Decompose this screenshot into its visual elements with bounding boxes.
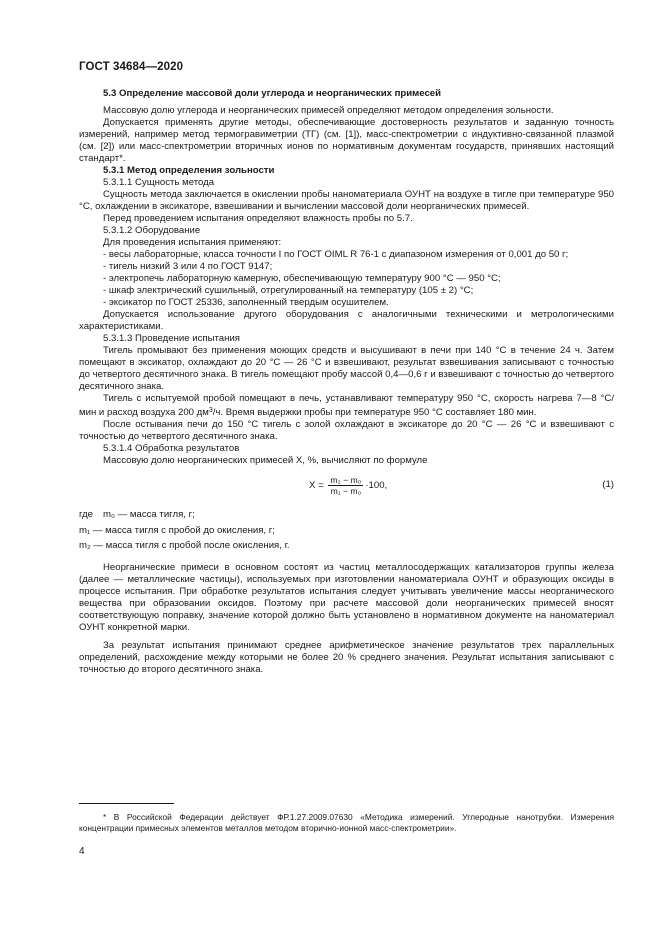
where-label: где — [79, 509, 94, 520]
page-number: 4 — [79, 846, 85, 857]
standard-code-header: ГОСТ 34684—2020 — [79, 61, 184, 73]
paragraph: Неорганические примеси в основном состоят из частиц металлосодержащих катализаторов группы железа (далее — металлические частицы), используемых при изготовлении наноматериала ОУНТ и образующих оксиды в процессе испытания. При обработке результатов испытания следует учитывать увеличение массы неорганического вещества при образовании оксидов. Поэтому при расчете массовой доли неорганических примесей вносят соответствующую поправку, значение которой должно быть установлено в нормативном документе на наноматериал ОУНТ конкретной марки. — [79, 561, 614, 633]
legend-text: m₀ — масса тигля, г; — [103, 509, 195, 520]
formula-numerator: m₂ − m₀ — [330, 475, 362, 485]
formula-fraction — [328, 475, 363, 496]
paragraph: Сущность метода заключается в окислении пробы наноматериала ОУНТ на воздухе в тигле при температуре 950 °С, охлаждении в эксикаторе, взвешивании и вычислении массовой доли неорганических примесей. — [79, 189, 614, 212]
legend-item: m₁ — масса тигля с пробой до окисления, г; — [79, 524, 275, 536]
section-5-3-heading: 5.3 Определение массовой доли углерода и неорганических примесей — [103, 88, 442, 99]
document-body — [79, 88, 614, 676]
footnote: * В Российской Федерации действует ФР.1.27.2009.07630 «Методика измерений. Углеродные нанотрубки. Измерения концентрации примесных элементов металлов методом вторично-ионной масс-спектрометрии». — [79, 812, 614, 833]
paragraph-text: Тигель с испытуемой пробой помещают в печь, устанавливают температуру 950 °С, скорость нагрева 7—8 °С/мин и расход воздуха 200 дм — [79, 393, 614, 418]
formula-lhs: X = — [309, 480, 324, 492]
paragraph: Для проведения испытания применяют: — [103, 237, 282, 248]
subsection-title: 5.3.1.3 Проведение испытания — [103, 333, 240, 344]
paragraph: Допускается использование другого оборудования с аналогичными техническими и метрологическими характеристиками. — [79, 309, 614, 332]
list-item: - электропечь лабораторную камерную, обеспечивающую температуру 900 °С — 950 °С; — [103, 273, 501, 284]
superscript: 3 — [208, 407, 213, 414]
paragraph: Массовую долю неорганических примесей X, %, вычисляют по формуле — [103, 455, 428, 466]
formula-number: (1) — [602, 479, 614, 490]
paragraph: Перед проведением испытания определяют влажность пробы по 5.7. — [103, 213, 413, 224]
legend-item: m₂ — масса тигля с пробой после окисления, г. — [79, 540, 290, 551]
list-item: - шкаф электрический сушильный, отрегулированный на температуру (105 ± 2) °С; — [103, 285, 474, 296]
paragraph: Тигель промывают без применения моющих средств и высушивают в печи при 140 °С в течение 24 ч. Затем помещают в эксикатор, охлаждают до 20 °С — 26 °С и взвешивают, результат взвешивания записывают с точностью до четвертого десятичного знака. В тигель помещают пробу массой 0,4—0,6 г и взвешивают с точностью до четвертого десятичного знака. — [79, 345, 614, 392]
formula-rhs: ·100, — [365, 480, 388, 492]
equipment-list — [79, 249, 614, 309]
paragraph: За результат испытания принимают среднее арифметическое значение результатов трех параллельных определений, расхождение между которыми не более 20 % среднего значения. Результат испытания записывают с точностью до второго десятичного знака. — [79, 639, 614, 675]
legend-item — [79, 507, 614, 523]
subsection-title: 5.3.1.1 Сущность метода — [103, 177, 215, 188]
paragraph: Допускается применять другие методы, обеспечивающие достоверность результатов и заданную точность измерений, например метод термогравиметрии (ТГ) (см. [1]), масс-спектрометрии с индуктивно-связанной плазмой (см. [2]) или масс-спектрометрии вторичных ионов по нормативным документам государств, принявших настоящий стандарт*. — [79, 117, 614, 164]
section-5-3-1-heading: 5.3.1 Метод определения зольности — [103, 165, 275, 176]
formula-1 — [79, 473, 614, 497]
formula-legend — [79, 507, 614, 554]
paragraph: Массовую долю углерода и неорганических примесей определяют методом определения зольности. — [103, 105, 554, 116]
formula-expression — [309, 475, 387, 496]
formula-denominator: m₁ − m₀ — [330, 486, 362, 496]
paragraph — [79, 393, 614, 419]
footnote-separator — [79, 803, 174, 804]
list-item: - тигель низкий 3 или 4 по ГОСТ 9147; — [103, 261, 273, 272]
subsection-title: 5.3.1.4 Обработка результатов — [103, 443, 240, 454]
list-item: - эксикатор по ГОСТ 25336, заполненный твердым осушителем. — [103, 297, 389, 308]
paragraph: После остывания печи до 150 °С тигель с золой охлаждают в эксикаторе до 20 °С — 26 °С и взвешивают с точностью до четвертого десятичного знака. — [79, 419, 614, 442]
subsection-title: 5.3.1.2 Оборудование — [103, 225, 201, 236]
paragraph-text: /ч. Время выдержки пробы при температуре 950 °С составляет 180 мин. — [212, 407, 537, 418]
list-item: - весы лабораторные, класса точности I по ГОСТ OIML R 76-1 с диапазоном измерения от 0,001 до 50 г; — [103, 249, 569, 260]
